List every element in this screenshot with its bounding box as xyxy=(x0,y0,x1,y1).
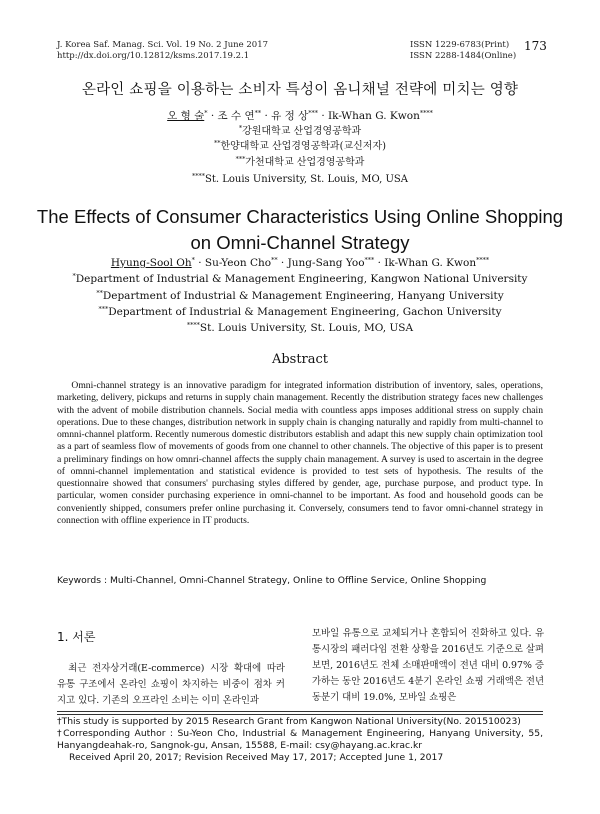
running-header-left xyxy=(57,40,268,62)
affiliation-text: 강원대학교 산업경영공학과 xyxy=(242,126,362,137)
english-authors xyxy=(0,257,600,269)
english-author-3: · Jung-Sang Yoo xyxy=(277,257,365,269)
affiliation-mark: ** xyxy=(213,139,221,147)
doi-link[interactable]: http://dx.doi.org/10.12812/ksms.2017.19.2.1 xyxy=(57,51,250,61)
affiliation-text: Department of Industrial & Management Engineering, Gachon University xyxy=(108,306,502,318)
section-title-introduction: 1. 서론 xyxy=(57,630,96,644)
author-mark: * xyxy=(191,256,195,264)
english-author-2: · Su-Yeon Cho xyxy=(194,257,272,269)
keywords-line xyxy=(57,575,557,586)
author-mark: * xyxy=(204,109,208,117)
footnotes xyxy=(57,716,543,764)
keywords-list: Multi-Channel, Omni-Channel Strategy, Online to Offline Service, Online Shopping xyxy=(109,575,487,586)
abstract-heading: Abstract xyxy=(271,352,329,367)
korean-affiliation xyxy=(0,125,600,139)
author-mark: **** xyxy=(476,256,490,264)
english-author-1: Hyung-Sool Oh xyxy=(110,257,192,269)
english-author-4: · Ik-Whan G. Kwon xyxy=(374,257,477,269)
affiliation-mark: * xyxy=(72,272,76,280)
author-mark: **** xyxy=(419,109,433,117)
affiliation-mark: ** xyxy=(96,289,103,297)
affiliation-mark: * xyxy=(238,124,243,132)
affiliation-text: St. Louis University, St. Louis, MO, USA xyxy=(199,322,414,334)
korean-affiliation xyxy=(0,173,600,187)
korean-authors xyxy=(0,108,600,123)
english-affiliation xyxy=(0,321,600,336)
korean-affiliation xyxy=(0,156,600,170)
author-mark: ** xyxy=(254,109,262,117)
page-number: 173 xyxy=(524,39,547,53)
journal-citation: J. Korea Saf. Manag. Sci. Vol. 19 No. 2 June 2017 xyxy=(57,40,269,50)
english-affiliation xyxy=(0,272,600,287)
english-title-line-1: The Effects of Consumer Characteristics Using Online Shopping xyxy=(36,206,564,227)
affiliation-mark: **** xyxy=(191,172,205,180)
body-left-column: 최근 전자상거래(E-commerce) 시장 확대에 따라 유통 구조에서 온라인 쇼핑이 차지하는 비중이 점차 커지고 있다. 기존의 오프라인 소비는 이미 온라인과 xyxy=(57,663,285,706)
footnote-divider xyxy=(57,711,543,712)
affiliation-text: Department of Industrial & Management Engineering, Kangwon National University xyxy=(75,273,528,285)
affiliation-mark: **** xyxy=(186,321,200,329)
author-mark: *** xyxy=(364,256,375,264)
english-affiliation xyxy=(0,289,600,304)
korean-author-3: · 유 정 상 xyxy=(261,110,309,122)
author-mark: ** xyxy=(271,256,278,264)
affiliation-mark: *** xyxy=(98,305,109,313)
affiliation-text: 한양대학교 산업경영공학과(교신저자) xyxy=(220,141,387,152)
korean-author-4: · Ik-Whan G. Kwon xyxy=(318,110,420,122)
abstract-body: Omni-channel strategy is an innovative paradigm for integrated information distribution of inventory, sales, operations, marketing, delivery, pickups and returns in supply chain management. Recently the distribution strategy faces new challenges with the advent of mobile distribution channels. Social media with countless apps imposes additional stress on supply chain operations. Due to these changes, distribution network in supply chain is changing naturally and rapidly from multi-channel to omnni-channel platform. Recently numerous domestic distributors establish and adapt this new supply chain optimization tool as a part of seamless flow of movements of goods from one channel to other channels. The objective of this paper is to present a preliminary findings on how omnri-channel affects the supply chain management. A survey is used to ascertain in the degree of omnni-channel implementation and statistical evidence is provided to test sets of hypothesis. The results of the questionnaire showed that consumers' purchasing styles differed by gender, age, purchase purpose, and product type. In particular, women consider purchasing experience in omni-channel to be important. As food and household goods can be conveniently shipped, consumers prefer online purchasing it. Conversely, consumers tend to favor omni-channel strategy in connection with offline experience in IT products. xyxy=(57,380,543,526)
body-right-column: 모바일 유통으로 교체되거나 혼합되어 진화하고 있다. 유통시장의 패러다임 전환 상황을 2016년도 기준으로 살펴보면, 2016년도 전체 소매판매액이 전년 대비 0.97% 증가하는 동안 2016년도 4분기 온라인 쇼핑 거래액은 전년 동분기 대비 19.0%, 모바일 쇼핑은 xyxy=(312,628,544,703)
korean-author-2: · 조 수 연 xyxy=(207,110,255,122)
running-header-right xyxy=(410,40,516,62)
english-title-line-2: on Omni-Channel Strategy xyxy=(190,232,410,253)
footnote-corresponding-author: †Corresponding Author : Su-Yeon Cho, Industrial & Management Engineering, Hanyang University, 55, Hanyangdeahak-ro, Sangnok-gu, Ansan, 15588, E-mail: csy@hayang.ac.krac.kr xyxy=(57,728,543,751)
footnote-divider xyxy=(57,714,543,715)
affiliation-text: 가천대학교 산업경영공학과 xyxy=(245,157,365,168)
keywords-label: Keywords : xyxy=(57,575,110,586)
issn-online: ISSN 2288-1484(Online) xyxy=(410,51,517,61)
english-title xyxy=(0,204,600,256)
affiliation-text: Department of Industrial & Management Engineering, Hanyang University xyxy=(102,290,504,302)
author-mark: *** xyxy=(308,109,318,117)
korean-title: 온라인 쇼핑을 이용하는 소비자 특성이 옴니채널 전략에 미치는 영향 xyxy=(81,82,519,98)
affiliation-mark: *** xyxy=(235,155,246,163)
footnote-funding: †This study is supported by 2015 Research Grant from Kangwon National University(No. 201510023) xyxy=(57,716,521,727)
english-affiliation xyxy=(0,305,600,320)
korean-author-1: 오 형 술 xyxy=(167,110,205,122)
footnote-received-dates: Received April 20, 2017; Revision Received May 17, 2017; Accepted June 1, 2017 xyxy=(69,752,444,763)
issn-print: ISSN 1229-6783(Print) xyxy=(410,40,510,50)
korean-affiliation xyxy=(0,140,600,154)
affiliation-text: St. Louis University, St. Louis, MO, USA xyxy=(204,174,408,185)
